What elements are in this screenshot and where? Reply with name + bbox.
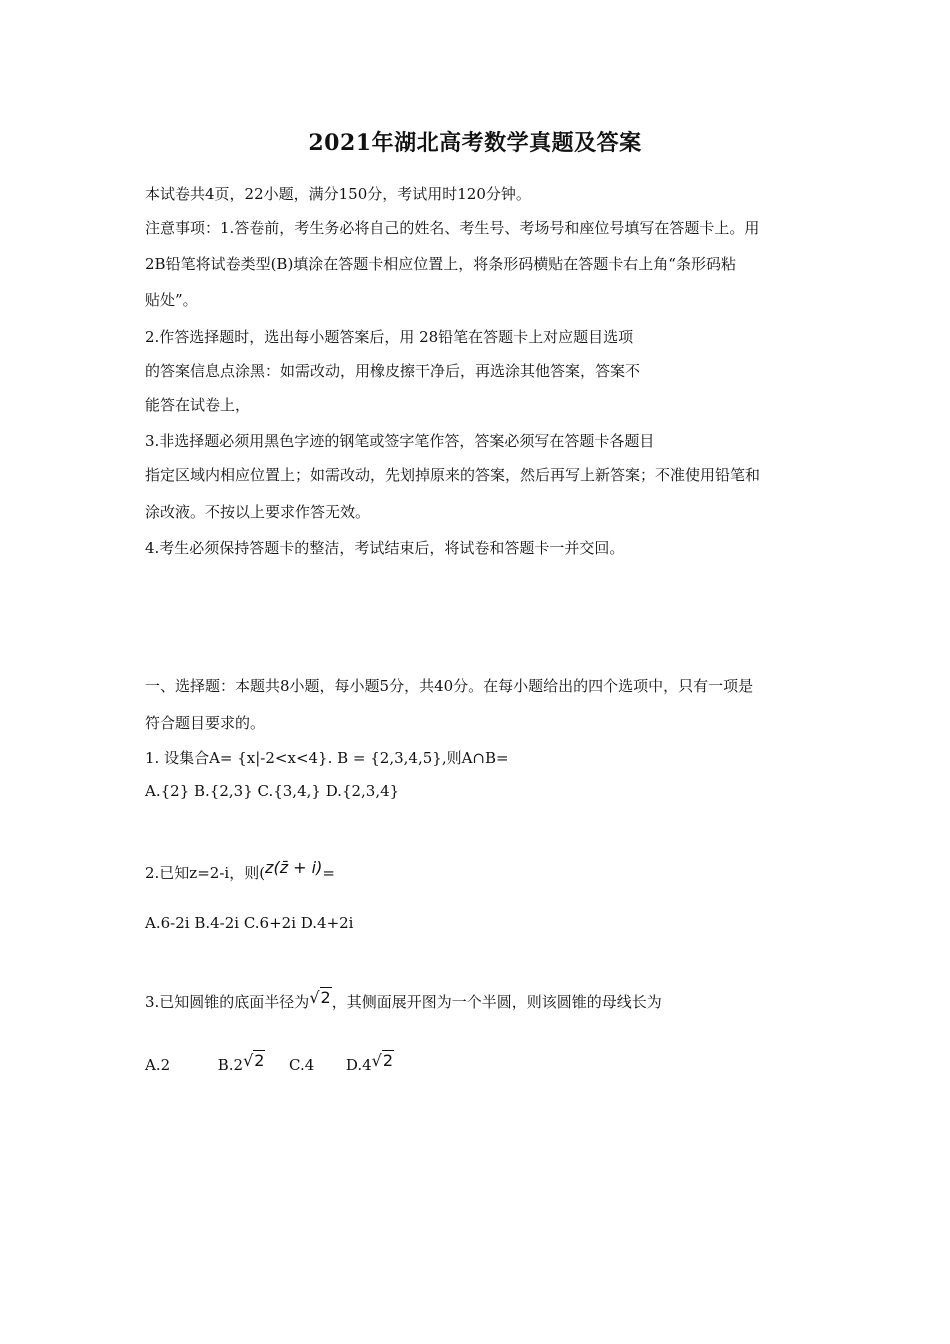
note-1-line-1: 注意事项：1.答卷前，考生务必将自己的姓名、考生号、考场号和座位号填写在答题卡上。用 xyxy=(145,219,760,237)
note-2-line-2: 的答案信息点涂黑：如需改动，用橡皮擦干净后，再选涂其他答案，答案不 xyxy=(145,362,641,380)
question-3-option-a: A.2 xyxy=(145,1056,171,1074)
section-1-heading-line-2: 符合题目要求的。 xyxy=(145,714,266,732)
question-3-sqrt: √2 xyxy=(309,988,331,1007)
question-1-stem: 1. 设集合A= {x|-2<x<4}. B = {2,3,4,5},则A∩B= xyxy=(145,749,509,767)
question-3-stem-prefix: 3.已知圆锥的底面半径为 xyxy=(145,993,310,1011)
note-4: 4.考生必须保持答题卡的整洁，考试结束后，将试卷和答题卡一并交回。 xyxy=(145,539,625,557)
question-3-option-d-sqrt: √2 xyxy=(371,1051,394,1070)
note-3-line-2: 指定区域内相应位置上；如需改动，先划掉原来的答案，然后再写上新答案；不准使用铅笔和 xyxy=(145,466,761,484)
question-3-option-d-radicand: 2 xyxy=(382,1051,394,1070)
question-3-option-b-sqrt: √2 xyxy=(243,1051,265,1070)
question-2-options: A.6-2i B.4-2i C.6+2i D.4+2i xyxy=(145,914,354,932)
question-2-stem xyxy=(145,858,335,883)
note-2-line-3: 能答在试卷上， xyxy=(145,396,251,414)
note-3-line-1: 3.非选择题必须用黑色字迹的钢笔或签字笔作答，答案必须写在答题卡各题目 xyxy=(145,432,655,450)
question-3-stem xyxy=(145,988,662,1012)
question-2-stem-prefix: 2.已知z=2-i，则( xyxy=(145,864,266,882)
section-1-heading-line-1: 一、选择题：本题共8小题，每小题5分，共40分。在每小题给出的四个选项中，只有一项是 xyxy=(145,677,754,695)
note-1-line-3: 贴处”。 xyxy=(145,291,198,309)
question-1-options: A.{2} B.{2,3} C.{3,4,} D.{2,3,4} xyxy=(145,782,400,800)
note-3-line-3: 涂改液。不按以上要求作答无效。 xyxy=(145,503,371,521)
question-3-option-b: B.2 xyxy=(217,1056,244,1074)
question-3-sqrt-radicand: 2 xyxy=(320,988,331,1007)
note-1-line-2: 2B铅笔将试卷类型(B)填涂在答题卡相应位置上，将条形码横贴在答题卡右上角“条形码粘 xyxy=(145,255,736,273)
question-3-option-c: C.4 xyxy=(289,1056,315,1074)
question-3-option-d: D.4 xyxy=(345,1056,372,1074)
question-3-stem-suffix: ，其侧面展开图为一个半圆，则该圆锥的母线长为 xyxy=(331,993,662,1011)
intro-text: 本试卷共4页，22小题，满分150分，考试用时120分钟。 xyxy=(145,185,531,203)
page-title: 2021年湖北高考数学真题及答案 xyxy=(308,130,642,156)
question-2-stem-suffix: = xyxy=(322,864,335,882)
note-2-line-1: 2.作答选择题时，选出每小题答案后，用 28铅笔在答题卡上对应题目选项 xyxy=(145,328,634,346)
question-2-math-expression: z(z̄ + i) xyxy=(265,858,323,877)
question-3-options xyxy=(145,1051,394,1075)
question-3-option-b-radicand: 2 xyxy=(254,1051,265,1070)
